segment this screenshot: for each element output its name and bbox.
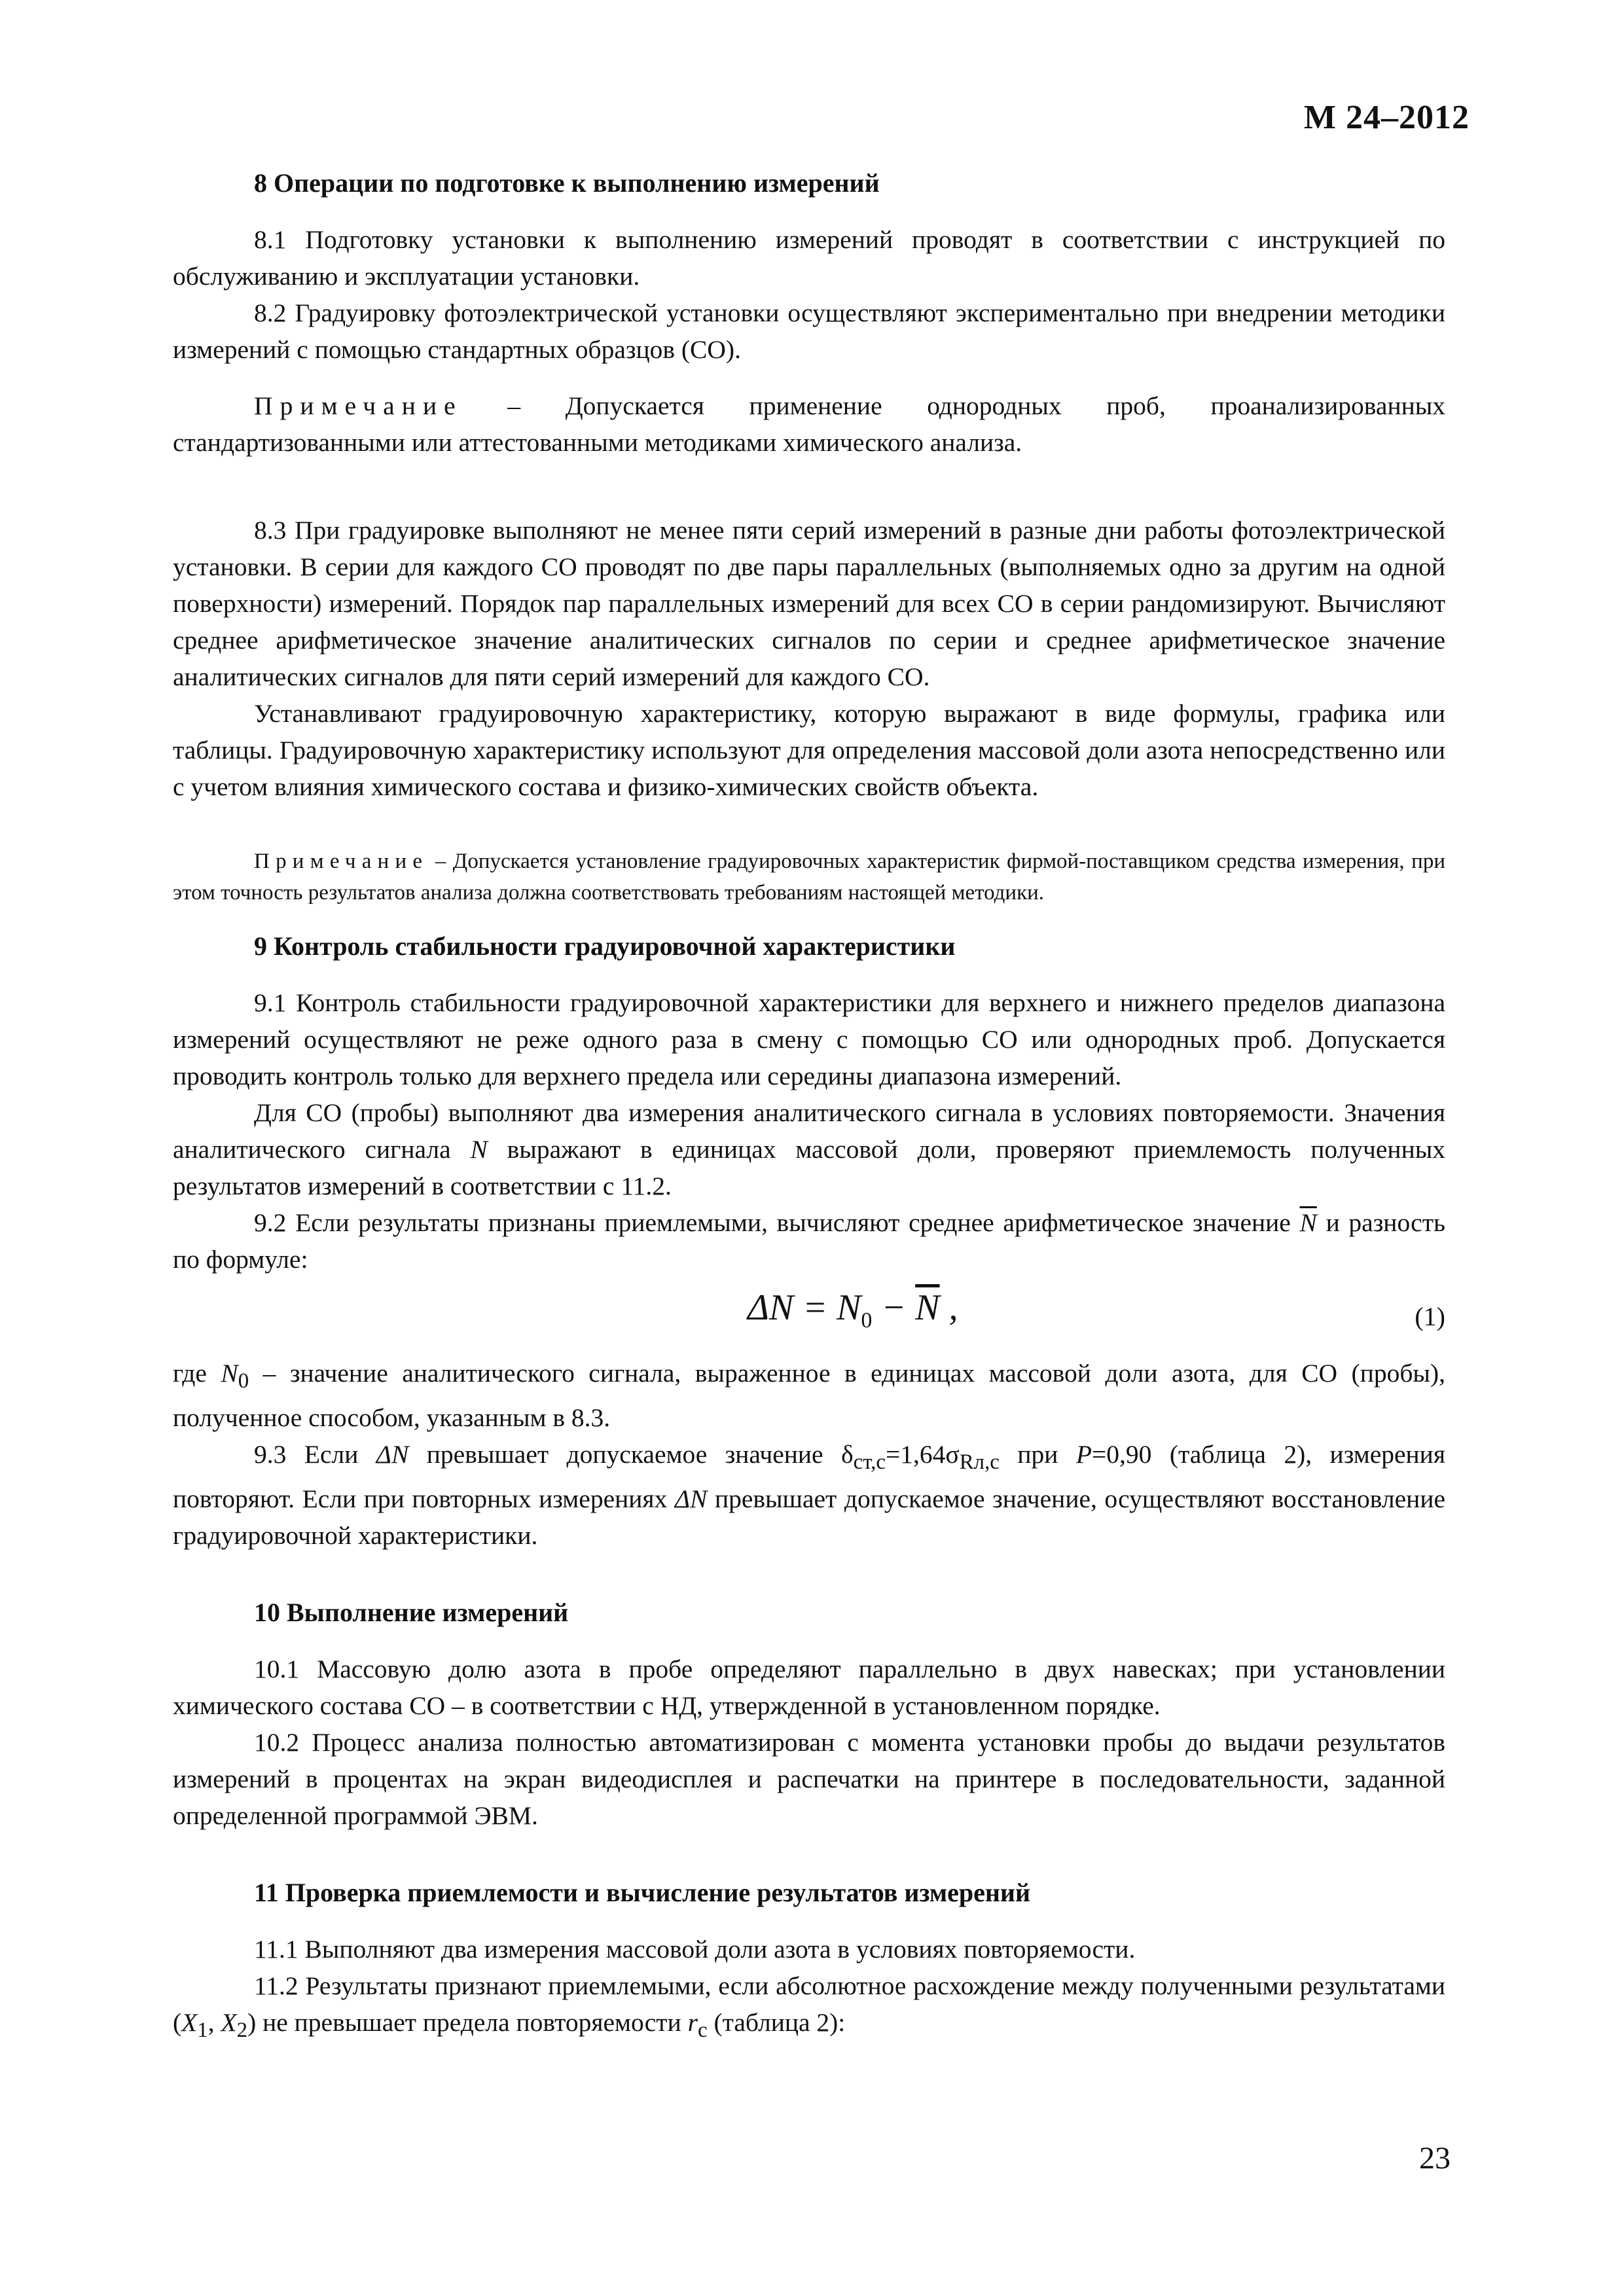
document-code: М 24–2012 (1303, 99, 1470, 136)
formula-1 (173, 1289, 1445, 1342)
page-number: 23 (1419, 2141, 1451, 2176)
note-2-label: Примечание (254, 850, 429, 873)
document-body (173, 165, 1445, 2049)
paragraph-9-1: 9.1 Контроль стабильности градуировочной характеристики для верхнего и нижнего пределов диапазона измерений осуществляют не реже одного раза в смену с помощью СО или однородных проб. Допускается проводить контроль только для верхнего предела или середины диапазона измерений. (173, 988, 1445, 1090)
note-2 (173, 846, 1445, 908)
section-10-title: 10 Выполнение измерений (254, 1597, 569, 1627)
paragraph-8-3-cont: Устанавливают градуировочную характеристику, которую выражают в виде формулы, графика или таблицы. Градуировочную характеристику используют для определения массовой доли азота непосредственно или с учетом влияния химического состава и физико-химических свойств объекта. (173, 699, 1445, 801)
paragraph-9-1-cont: Для СО (пробы) выполняют два измерения аналитического сигнала в условиях повторяемости. Значения аналитического сигнала N выражают в единицах массовой доли, проверяют приемлемость полученных результатов измерений в соответствии с 11.2. (173, 1098, 1445, 1200)
paragraph-9-2: 9.2 Если результаты признаны приемлемыми, вычисляют среднее арифметическое значение $\overline{N}$ и разность по формуле: (173, 1208, 1445, 1274)
note-1 (173, 387, 1445, 461)
paragraph-9-3: 9.3 Если ΔN превышает допускаемое значение $\delta_{ст,с}=1,64\sigma_{Rл,с}$ при P=0,90 (таблица 2), измерения повторяют. Если при повторных измерениях ΔN превышает допускаемое значение, осуществляют восстановление градуировочной характеристики. (173, 1439, 1445, 1550)
paragraph-8-1: 8.1 Подготовку установки к выполнению измерений проводят в соответствии с инструкцией по обслуживанию и эксплуатации установки. (173, 225, 1445, 291)
note-1-text: – Допускается применение однородных проб, проанализированных стандартизованными или аттестованными методиками химического анализа. (173, 391, 1446, 457)
paragraph-8-3: 8.3 При градуировке выполняют не менее пяти серий измерений в разные дни работы фотоэлектрической установки. В серии для каждого СО проводят по две пары параллельных (выполняемых одно за другим на одной поверхности) измерений. Порядок пар параллельных измерений для всех СО в серии рандомизируют. Вычисляют среднее арифметическое значение аналитических сигналов по серии и среднее арифметическое значение аналитических сигналов для пяти серий измерений для каждого СО. (173, 516, 1445, 691)
section-11-title: 11 Проверка приемлемости и вычисление результатов измерений (254, 1877, 1031, 1907)
section-9-title: 9 Контроль стабильности градуировочной характеристики (254, 931, 956, 961)
paragraph-11-2: 11.2 Результаты признают приемлемыми, если абсолютное расхождение между полученными результатами ($X_1$, $X_2$) не превышает предела повторяемости $r_с$ (таблица 2): (173, 1971, 1445, 2042)
paragraph-10-1: 10.1 Массовую долю азота в пробе определяют параллельно в двух навесках; при установлении химического состава СО – в соответствии с НД, утвержденной в установленном порядке. (173, 1654, 1445, 1720)
paragraph-8-2: 8.2 Градуировку фотоэлектрической установки осуществляют экспериментально при внедрении методики измерений с помощью стандартных образцов (СО). (173, 298, 1445, 364)
section-8-title: 8 Операции по подготовке к выполнению измерений (254, 168, 880, 198)
note-2-text: – Допускается установление градуировочных характеристик фирмой-поставщиком средства измерения, при этом точность результатов анализа должна соответствовать требованиям настоящей методики. (173, 850, 1445, 905)
paragraph-10-2: 10.2 Процесс анализа полностью автоматизирован с момента установки пробы до выдачи результатов измерений в процентах на экран видеодисплея и распечатки на принтере в последовательности, заданной определенной программой ЭВМ. (173, 1727, 1445, 1830)
formula-delta-n: $\Delta N = N_0 - \overline{N}$ , (748, 1287, 958, 1333)
equation-number: (1) (1415, 1302, 1445, 1331)
paragraph-11-1: 11.1 Выполняют два измерения массовой доли азота в условиях повторяемости. (254, 1934, 1136, 1964)
paragraph-9-2-where: где $N_0$ – значение аналитического сигнала, выраженное в единицах массовой доли азота, для СО (пробы), полученное способом, указанным в 8.3. (173, 1359, 1445, 1432)
note-1-label: Примечание (254, 391, 463, 420)
